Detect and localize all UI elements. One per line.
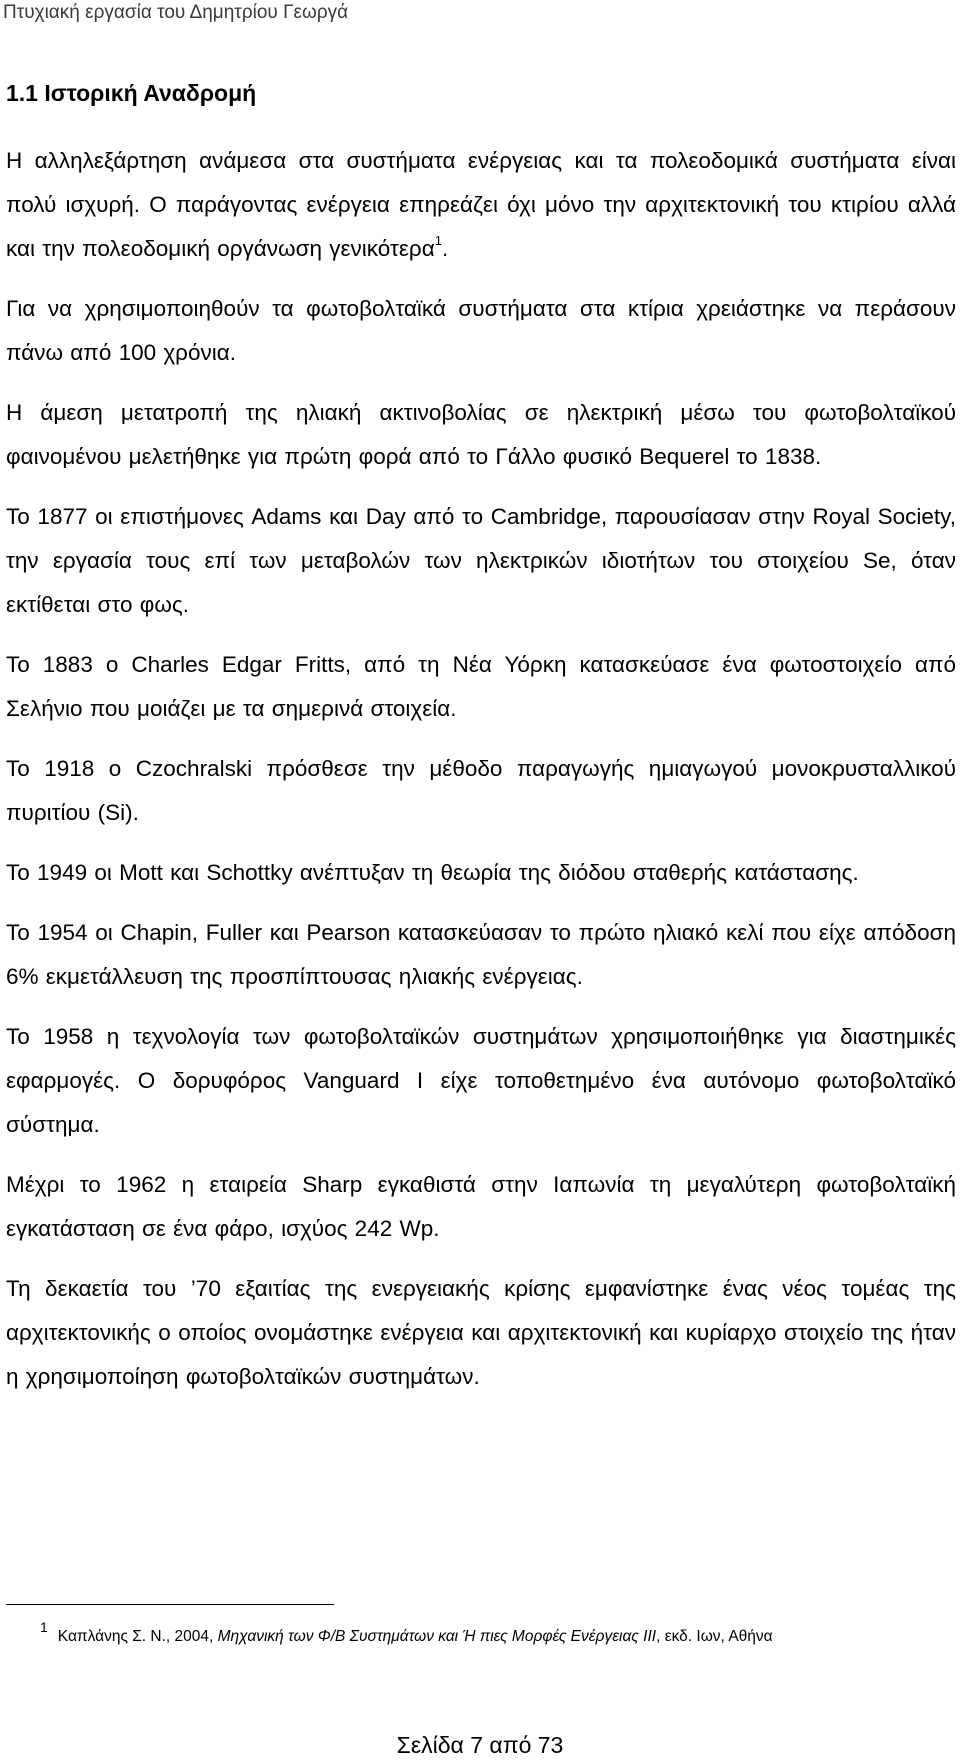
footnote-lead: Καπλάνης Σ. Ν., 2004, [57, 1628, 218, 1645]
paragraph-end: . [441, 236, 449, 261]
footnote-reference: 1 [434, 233, 442, 248]
page-number: Σελίδα 7 από 73 [396, 1732, 564, 1758]
body-text [6, 139, 956, 1415]
paragraph: Τη δεκαετία του ’70 εξαιτίας της ενεργειακής κρίσης εμφανίστηκε ένας νέος τομέας της αρχιτεκτονικής ο οποίος ονομάστηκε ενέργεια και αρχιτεκτονική και κυρίαρχο στοιχείο της ήταν η χρησιμοποίηση φωτοβολταϊκών συστημάτων. [6, 1276, 956, 1389]
footnote-separator [6, 1604, 334, 1605]
footnote-tail: , εκδ. Ιων, Αθήνα [656, 1628, 773, 1645]
running-header: Πτυχιακή εργασία του Δημητρίου Γεωργά [3, 2, 349, 23]
paragraph: Το 1877 οι επιστήμονες Adams και Day από το Cambridge, παρουσίασαν στην Royal Society, την εργασία τους επί των μεταβολών των ηλεκτρικών ιδιοτήτων του στοιχείου Se, όταν εκτίθεται στο φως. [6, 504, 956, 617]
paragraph: Το 1954 οι Chapin, Fuller και Pearson κατασκεύασαν το πρώτο ηλιακό κελί που είχε απόδοση 6% εκμετάλλευση της προσπίπτουσας ηλιακής ενέργειας. [6, 920, 956, 989]
paragraph: Η άμεση μετατροπή της ηλιακή ακτινοβολίας σε ηλεκτρική μέσω του φωτοβολταϊκού φαινομένου μελετήθηκε για πρώτη φορά από το Γάλλο φυσικό Bequerel το 1838. [6, 400, 956, 469]
paragraph-text: Η αλληλεξάρτηση ανάμεσα στα συστήματα ενέργειας και τα πολεοδομικά συστήματα είναι πολύ ισχυρή. Ο παράγοντας ενέργεια επηρεάζει όχι μόνο την αρχιτεκτονική του κτιρίου αλλά και την πολεοδομική οργάνωση γενικότερα [6, 148, 956, 261]
section-title: 1.1 Ιστορική Αναδρομή [6, 80, 257, 106]
paragraph: Το 1949 οι Mott και Schottky ανέπτυξαν τη θεωρία της διόδου σταθερής κατάστασης. [6, 860, 859, 885]
paragraph [6, 139, 956, 271]
paragraph: Το 1918 ο Czochralski πρόσθεσε την μέθοδο παραγωγής ημιαγωγού μονοκρυσταλλικού πυριτίου (Si). [6, 756, 956, 825]
paragraph: Το 1958 η τεχνολογία των φωτοβολταϊκών συστημάτων χρησιμοποιήθηκε για διαστημικές εφαρμογές. Ο δορυφόρος Vanguard I είχε τοποθετημένο ένα αυτόνομο φωτοβολταϊκό σύστημα. [6, 1024, 956, 1137]
paragraph: Για να χρησιμοποιηθούν τα φωτοβολταϊκά συστήματα στα κτίρια χρειάστηκε να περάσουν πάνω από 100 χρόνια. [6, 296, 956, 365]
footnote [40, 1619, 773, 1647]
paragraph: Το 1883 ο Charles Edgar Fritts, από τη Νέα Υόρκη κατασκεύασε ένα φωτοστοιχείο από Σελήνιο που μοιάζει με τα σημερινά στοιχεία. [6, 652, 956, 721]
footnote-book-title: Μηχανική των Φ/Β Συστημάτων και Ή πιες Μορφές Ενέργειας ΙΙΙ [217, 1628, 657, 1645]
footnote-mark: 1 [40, 1619, 48, 1635]
paragraph: Μέχρι το 1962 η εταιρεία Sharp εγκαθιστά στην Ιαπωνία τη μεγαλύτερη φωτοβολταϊκή εγκατάσταση σε ένα φάρο, ισχύος 242 Wp. [6, 1172, 956, 1241]
